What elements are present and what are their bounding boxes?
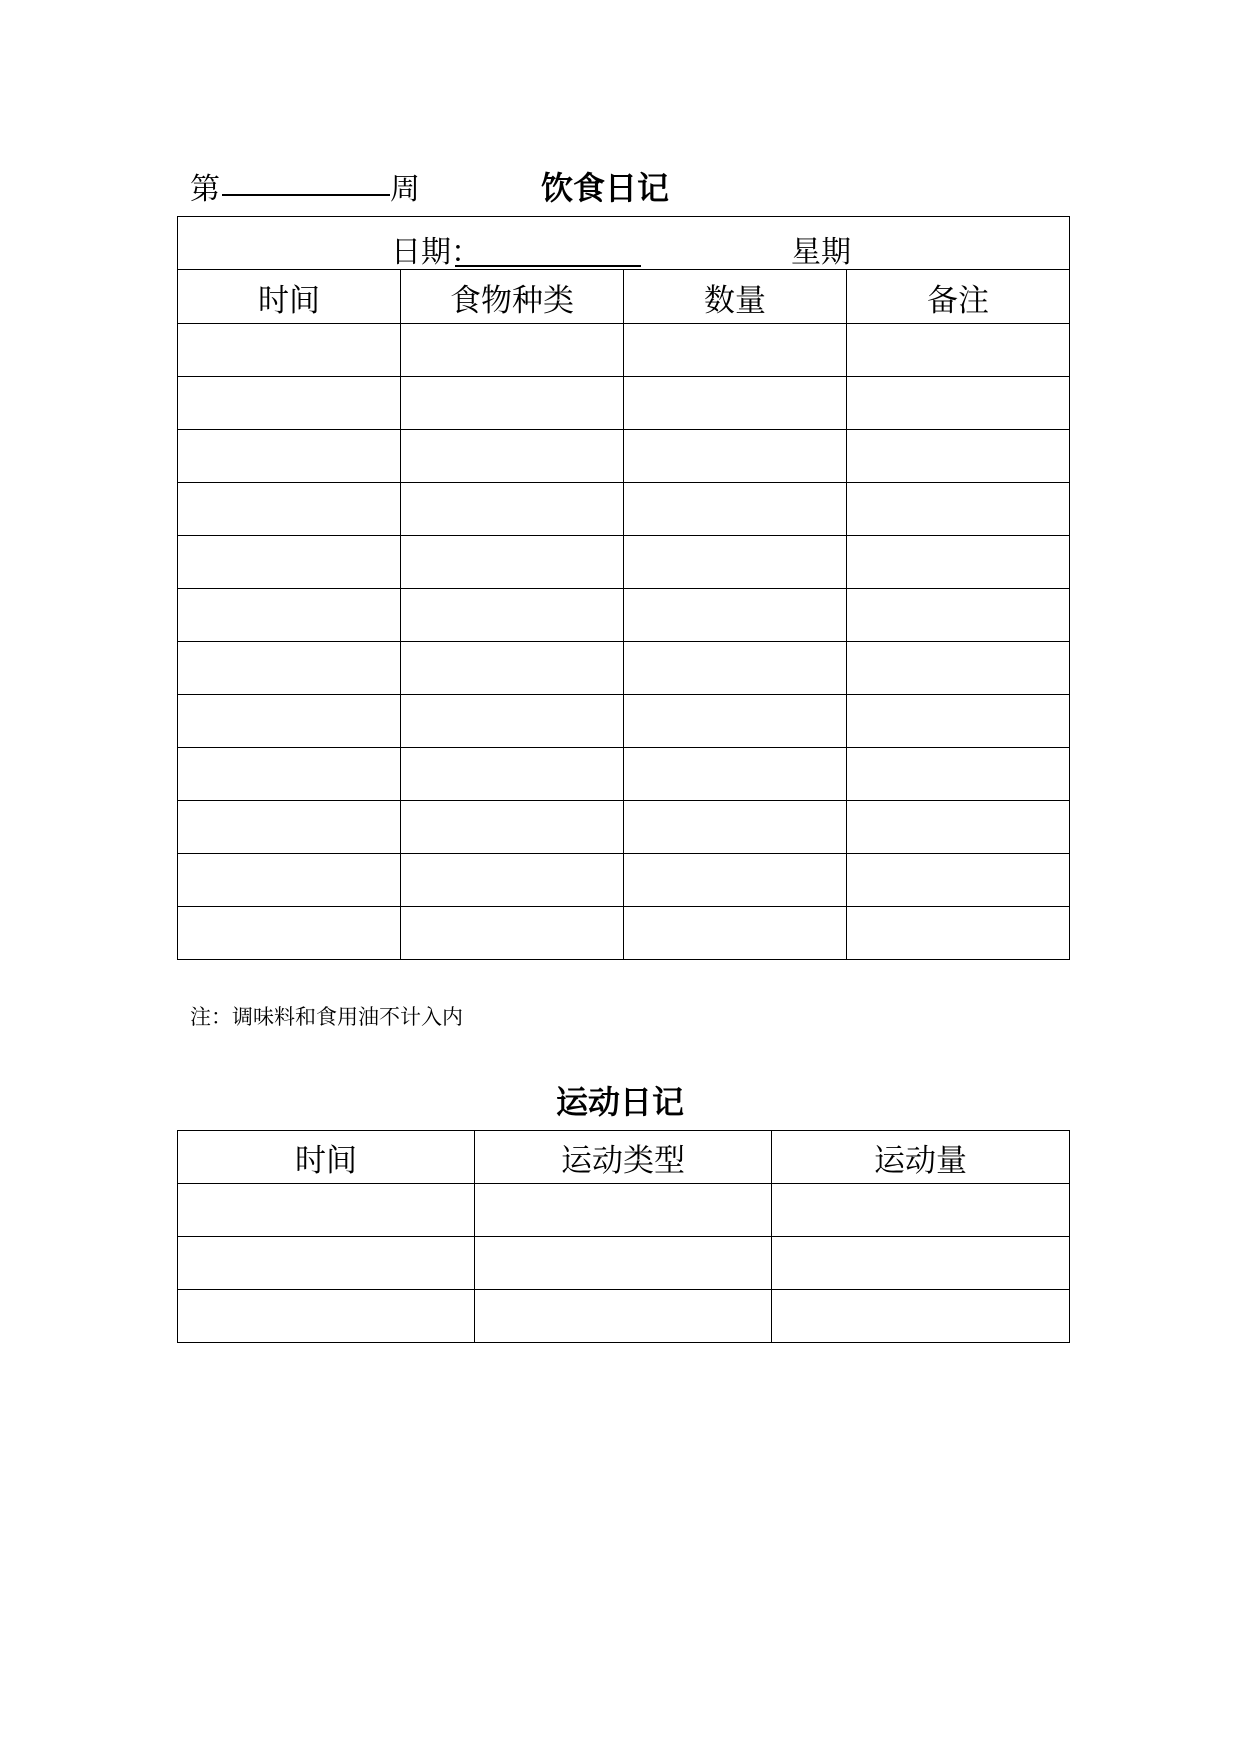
table-row [178, 642, 1070, 695]
table-cell[interactable] [475, 1290, 772, 1343]
table-cell[interactable] [847, 377, 1070, 430]
table-cell[interactable] [401, 748, 624, 801]
table-row [178, 589, 1070, 642]
table-cell[interactable] [772, 1290, 1070, 1343]
table-cell[interactable] [178, 589, 401, 642]
table-cell[interactable] [178, 430, 401, 483]
table-cell[interactable] [178, 748, 401, 801]
table-row [178, 1184, 1070, 1237]
table-cell[interactable] [772, 1237, 1070, 1290]
col-exercise-amount-header: 运动量 [772, 1131, 1070, 1184]
table-cell[interactable] [178, 483, 401, 536]
table-cell[interactable] [624, 377, 847, 430]
table-cell[interactable] [178, 801, 401, 854]
date-row [178, 217, 1070, 270]
date-colon: ： [451, 235, 481, 270]
table-cell[interactable] [624, 695, 847, 748]
table-cell[interactable] [847, 483, 1070, 536]
table-cell[interactable] [401, 854, 624, 907]
table-cell[interactable] [847, 536, 1070, 589]
table-cell[interactable] [401, 589, 624, 642]
col-time-header: 时间 [178, 1131, 475, 1184]
table-row [178, 1290, 1070, 1343]
table-cell[interactable] [401, 483, 624, 536]
table-cell[interactable] [624, 642, 847, 695]
table-cell[interactable] [847, 430, 1070, 483]
week-suffix: 周 [390, 172, 420, 207]
table-cell[interactable] [847, 801, 1070, 854]
table-cell[interactable] [624, 854, 847, 907]
date-blank[interactable] [455, 265, 641, 267]
diet-table [177, 216, 1070, 960]
col-quantity-header: 数量 [624, 270, 847, 324]
table-cell[interactable] [178, 536, 401, 589]
table-cell[interactable] [475, 1184, 772, 1237]
table-cell[interactable] [401, 801, 624, 854]
table-cell[interactable] [624, 907, 847, 960]
diet-header-row [178, 270, 1070, 324]
table-cell[interactable] [847, 324, 1070, 377]
table-cell[interactable] [178, 1184, 475, 1237]
week-prefix: 第 [190, 172, 220, 207]
table-cell[interactable] [624, 748, 847, 801]
table-cell[interactable] [401, 324, 624, 377]
exercise-header-row [178, 1131, 1070, 1184]
table-cell[interactable] [401, 907, 624, 960]
table-cell[interactable] [624, 589, 847, 642]
table-cell[interactable] [847, 748, 1070, 801]
table-cell[interactable] [624, 324, 847, 377]
date-cell [178, 217, 1070, 270]
table-row [178, 801, 1070, 854]
table-row [178, 907, 1070, 960]
table-cell[interactable] [772, 1184, 1070, 1237]
week-number-blank[interactable] [222, 194, 390, 196]
table-cell[interactable] [178, 695, 401, 748]
table-cell[interactable] [847, 695, 1070, 748]
table-cell[interactable] [178, 854, 401, 907]
table-cell[interactable] [624, 483, 847, 536]
table-cell[interactable] [847, 907, 1070, 960]
table-row [178, 536, 1070, 589]
table-cell[interactable] [178, 1237, 475, 1290]
table-cell[interactable] [624, 536, 847, 589]
table-cell[interactable] [475, 1237, 772, 1290]
table-row [178, 695, 1070, 748]
diet-table-body [178, 324, 1070, 960]
date-label: 日期 [391, 235, 451, 270]
table-cell[interactable] [847, 642, 1070, 695]
weekday-label: 星期 [791, 235, 851, 270]
table-row [178, 430, 1070, 483]
table-cell[interactable] [178, 324, 401, 377]
table-row [178, 748, 1070, 801]
col-remarks-header: 备注 [847, 270, 1070, 324]
exercise-table-body [178, 1184, 1070, 1343]
exercise-diary-title: 运动日记 [556, 1083, 685, 1121]
table-row [178, 377, 1070, 430]
table-cell[interactable] [624, 801, 847, 854]
table-cell[interactable] [624, 430, 847, 483]
table-cell[interactable] [847, 854, 1070, 907]
table-row [178, 324, 1070, 377]
table-cell[interactable] [178, 907, 401, 960]
table-row [178, 1237, 1070, 1290]
exercise-table [177, 1130, 1070, 1343]
table-cell[interactable] [178, 1290, 475, 1343]
table-row [178, 483, 1070, 536]
table-cell[interactable] [401, 536, 624, 589]
table-cell[interactable] [401, 695, 624, 748]
table-cell[interactable] [401, 430, 624, 483]
diet-diary-title: 饮食日记 [541, 169, 670, 207]
col-food-type-header: 食物种类 [401, 270, 624, 324]
table-row [178, 854, 1070, 907]
col-exercise-type-header: 运动类型 [475, 1131, 772, 1184]
note-text: 注：调味料和食用油不计入内 [190, 1005, 463, 1029]
table-cell[interactable] [178, 642, 401, 695]
col-time-header: 时间 [178, 270, 401, 324]
table-cell[interactable] [401, 642, 624, 695]
table-cell[interactable] [178, 377, 401, 430]
table-cell[interactable] [401, 377, 624, 430]
table-cell[interactable] [847, 589, 1070, 642]
